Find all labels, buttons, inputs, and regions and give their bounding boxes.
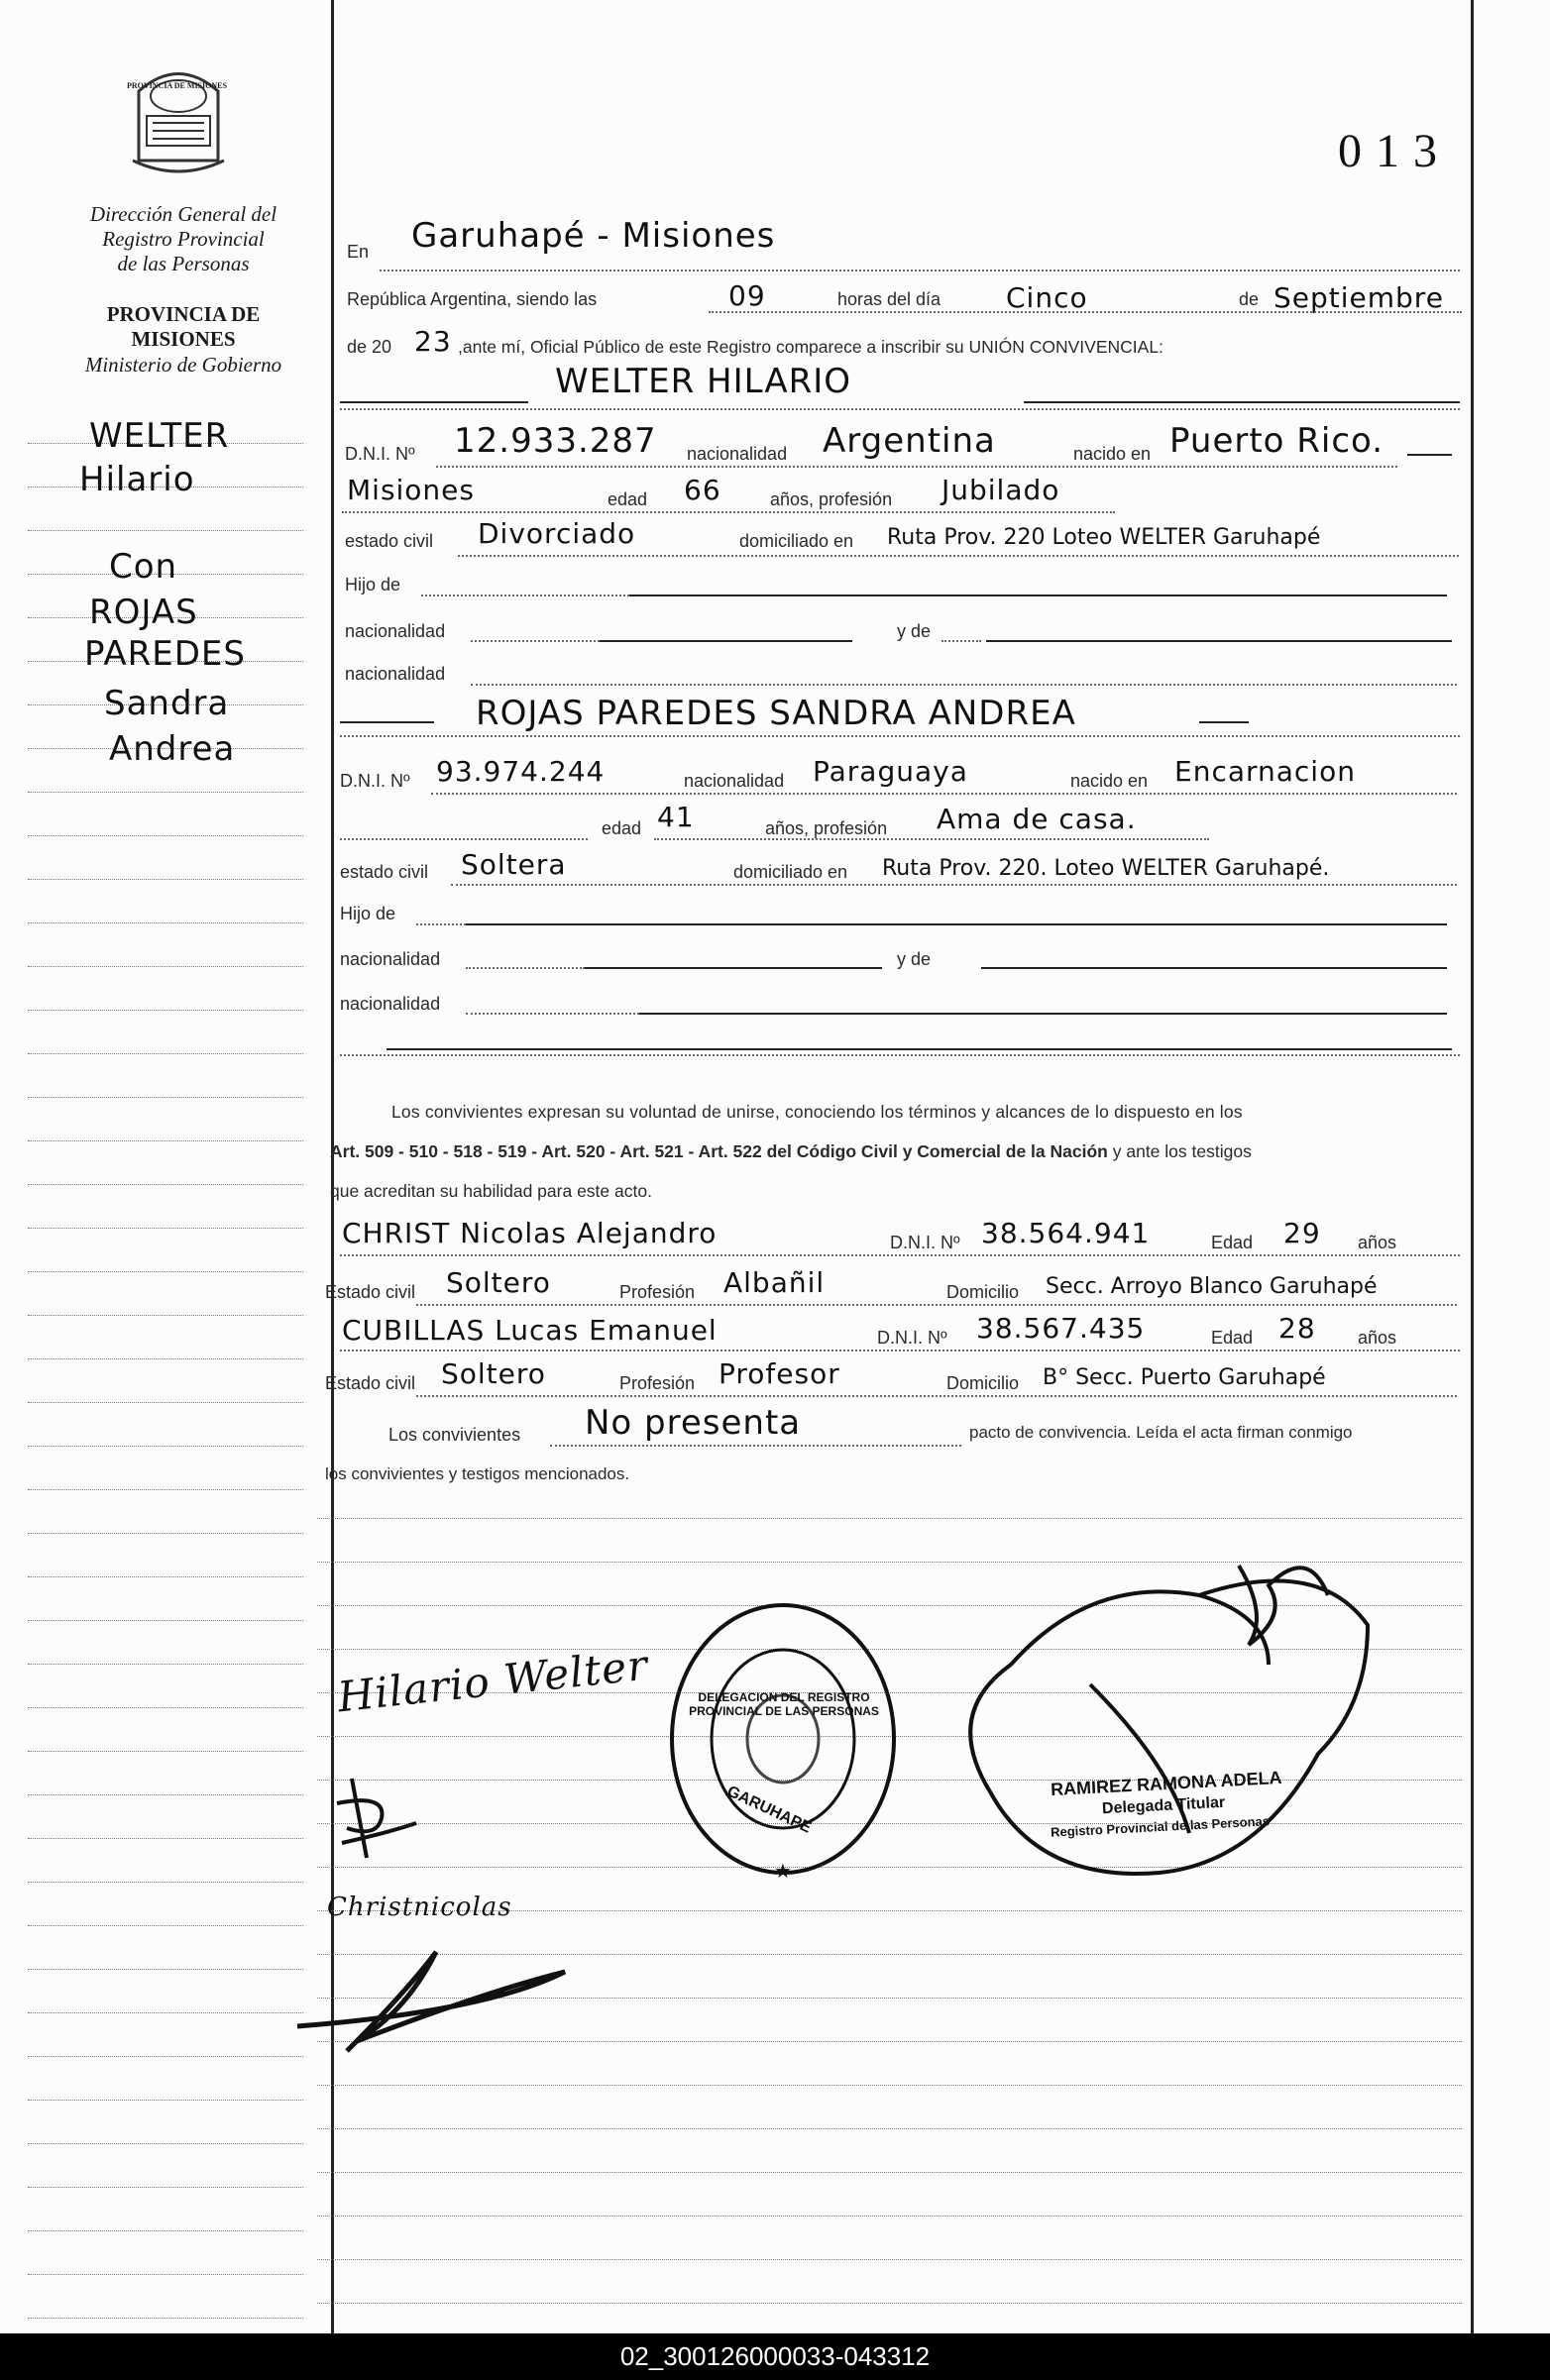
p2-civil-line: [451, 884, 1457, 886]
place-line: [380, 270, 1460, 271]
p1-prof-line: [342, 511, 1115, 513]
p2-prof-line: [654, 838, 1209, 840]
w1-profession: Albañil: [723, 1266, 826, 1299]
p2-nac2-dots: [466, 967, 585, 969]
p1-dom-label: domiciliado en: [739, 531, 854, 551]
p2-born: Encarnacion: [1174, 755, 1356, 788]
p1-name-dots: [340, 408, 1460, 410]
margin-ruled-line: [28, 1576, 303, 1577]
margin-ruled-line: [28, 1446, 303, 1447]
intro-hour: 09: [728, 279, 766, 312]
person1-name: WELTER HILARIO: [555, 362, 852, 401]
p2-name-line-left: [340, 721, 434, 723]
margin-ruled-line: [28, 1097, 303, 1098]
p2-dni: 93.974.244: [436, 755, 606, 788]
margin-note-line-7: Andrea: [109, 729, 236, 769]
margin-ruled-line: [28, 1533, 303, 1534]
body-ruled-line: [317, 2172, 1462, 2173]
margin-ruled-line: [28, 530, 303, 531]
w2-profession: Profesor: [719, 1357, 840, 1390]
legal-line-1: Los convivientes expresan su voluntad de unirse, conociendo los términos y alcances de lo dispuesto en los: [391, 1102, 1243, 1122]
margin-ruled-line: [28, 1228, 303, 1229]
republic-text: República Argentina, siendo las: [347, 289, 598, 309]
de-label: de: [1239, 289, 1260, 309]
p1-domicile: Ruta Prov. 220 Loteo WELTER Garuhapé: [887, 525, 1321, 550]
closing-suffix: pacto de convivencia. Leída el acta firman conmigo: [969, 1423, 1353, 1442]
margin-ruled-line: [28, 1838, 303, 1839]
p2-hijo-line: [466, 923, 1447, 925]
p2-dom-label: domiciliado en: [733, 862, 848, 882]
dept-line-3: de las Personas: [117, 252, 250, 275]
margin-ruled-line: [28, 1184, 303, 1185]
p1-hijo-line: [629, 595, 1447, 596]
w2-domicile: B° Secc. Puerto Garuhapé: [1043, 1365, 1326, 1390]
p2-age: 41: [657, 801, 695, 833]
w2-age: 28: [1278, 1312, 1316, 1345]
intro-line: [709, 311, 1462, 313]
place-value: Garuhapé - Misiones: [411, 216, 776, 256]
margin-ruled-line: [28, 792, 303, 793]
p1-born-dash: [1407, 454, 1452, 456]
w2-anos-label: años: [1358, 1328, 1397, 1348]
margin-ruled-line: [28, 2230, 303, 2231]
w2-civil-label: Estado civil: [325, 1373, 416, 1393]
p1-name-line-left: [340, 401, 528, 403]
document-footer-id: 02_300126000033-043312: [0, 2333, 1550, 2380]
p2-hijo-dots: [416, 923, 466, 925]
p2-profession: Ama de casa.: [937, 803, 1137, 835]
p2-nac-label: nacionalidad: [684, 771, 785, 791]
body-ruled-line: [317, 1518, 1462, 1519]
w1-civil-label: Estado civil: [325, 1282, 416, 1302]
margin-ruled-line: [28, 1751, 303, 1752]
p1-civil-line: [458, 555, 1459, 557]
p2-dni-label: D.N.I. Nº: [340, 771, 410, 791]
official-signature: [941, 1536, 1437, 1932]
p2-end-line: [387, 1048, 1452, 1050]
emblem-text: PROVINCIA DE MISIONES: [127, 81, 227, 90]
w1-dni: 38.564.941: [981, 1217, 1151, 1249]
person2-name: ROJAS PAREDES SANDRA ANDREA: [476, 694, 1076, 733]
p2-nac3-line: [639, 1013, 1447, 1015]
year-prefix: de 20: [347, 337, 392, 357]
svg-text:★: ★: [774, 1861, 792, 1883]
p1-yde-label: y de: [897, 621, 932, 641]
margin-ruled-line: [28, 966, 303, 967]
w2-line-2: [416, 1395, 1457, 1397]
p2-civil: Soltera: [461, 848, 567, 881]
margin-ruled-line: [28, 2274, 303, 2275]
margin-ruled-line: [28, 1794, 303, 1795]
closing-value: No presenta: [585, 1403, 802, 1443]
stamp-round-text: DELEGACION DEL REGISTRO PROVINCIAL DE LAS PERSONAS: [689, 1690, 879, 1718]
p2-nac2-label: nacionalidad: [340, 949, 441, 969]
p1-nac2-dots: [471, 640, 600, 642]
w2-edad-label: Edad: [1211, 1328, 1254, 1348]
p1-nac3-dots: [471, 684, 1457, 686]
p2-civil-label: estado civil: [340, 862, 429, 882]
p2-nac3-label: nacionalidad: [340, 994, 441, 1014]
body-ruled-line: [317, 2085, 1462, 2086]
p2-anos-label: años, profesión: [765, 818, 888, 838]
margin-note-line-5: PAREDES: [84, 634, 246, 674]
legal-line-2-rest: y ante los testigos: [1107, 1141, 1252, 1161]
p1-name-line-right: [1024, 401, 1460, 403]
margin-ruled-line: [28, 2187, 303, 2188]
margin-ruled-line: [28, 922, 303, 923]
legal-articles: Art. 509 - 510 - 518 - 519 - Art. 520 - Art. 521 - Art. 522 del Código Civil y Comercial de la Nación: [330, 1141, 1108, 1161]
body-ruled-line: [317, 2128, 1462, 2129]
p1-yde-dots: [941, 640, 981, 642]
official-name: RAMIREZ RAMONA ADELA: [1050, 1767, 1282, 1800]
w1-domicile: Secc. Arroyo Blanco Garuhapé: [1046, 1274, 1378, 1299]
w2-dni: 38.567.435: [976, 1312, 1146, 1345]
margin-note-line-3: Con: [109, 547, 178, 587]
legal-line-3: que acreditan su habilidad para este acto.: [330, 1181, 652, 1201]
margin-ruled-line: [28, 2143, 303, 2144]
p2-name-dots: [340, 735, 1460, 737]
official-org: Registro Provincial de las Personas: [1050, 1813, 1271, 1840]
p1-born-label: nacido en: [1073, 444, 1152, 464]
p1-dni-line: [436, 466, 1397, 468]
w2-name: CUBILLAS Lucas Emanuel: [342, 1314, 718, 1347]
stamp-place: GARUHAPE: [723, 1783, 815, 1837]
w1-name: CHRIST Nicolas Alejandro: [342, 1217, 718, 1249]
signature-3: Christnicolas: [327, 1893, 512, 1922]
right-page-border: [1471, 0, 1474, 2333]
p2-edad-dots: [340, 838, 588, 840]
margin-ruled-line: [28, 1053, 303, 1054]
p2-yde-label: y de: [897, 949, 932, 969]
p1-nac3-label: nacionalidad: [345, 664, 446, 684]
page-number: 013: [1338, 125, 1451, 177]
p2-dni-line: [431, 793, 1457, 795]
margin-ruled-line: [28, 1620, 303, 1621]
place-label: En: [347, 242, 370, 262]
p2-born-label: nacido en: [1070, 771, 1149, 791]
signature-2: [327, 1764, 446, 1873]
p2-end-dots: [340, 1054, 1460, 1056]
w1-line: [340, 1254, 1460, 1256]
margin-ruled-line: [28, 835, 303, 836]
signature-1: Hilario Welter: [335, 1640, 651, 1722]
w2-dom-label: Domicilio: [946, 1373, 1020, 1393]
w1-line-2: [416, 1304, 1457, 1306]
w2-prof-label: Profesión: [619, 1373, 696, 1393]
w2-dni-label: D.N.I. Nº: [877, 1328, 947, 1348]
p1-dni: 12.933.287: [454, 421, 657, 461]
intro-month: Septiembre: [1273, 281, 1444, 314]
p1-dni-label: D.N.I. Nº: [345, 444, 415, 464]
closing-line: [550, 1445, 961, 1447]
margin-ruled-line: [28, 1664, 303, 1665]
margin-ruled-line: [28, 1140, 303, 1141]
w1-anos-label: años: [1358, 1233, 1397, 1252]
p2-name-line-right: [1199, 721, 1249, 723]
margin-ruled-line: [28, 2318, 303, 2319]
p1-hijo-dots: [421, 595, 629, 596]
closing-prefix: Los convivientes: [388, 1425, 521, 1445]
margin-note-line-2: Hilario: [79, 460, 195, 499]
margin-ruled-line: [28, 1882, 303, 1883]
w1-age: 29: [1283, 1217, 1321, 1249]
margin-ruled-line: [28, 1358, 303, 1359]
margin-ruled-line: [28, 1271, 303, 1272]
p2-yde-line: [981, 967, 1447, 969]
w1-civil: Soltero: [446, 1266, 551, 1299]
province-line-1: PROVINCIA DE: [106, 302, 261, 326]
body-ruled-line: [317, 2216, 1462, 2217]
margin-note-line-4: ROJAS: [89, 593, 198, 632]
intro-day: Cinco: [1006, 281, 1088, 314]
p1-nationality: Argentina: [823, 421, 996, 461]
dept-line-1: Dirección General del: [89, 202, 277, 226]
margin-ruled-line: [28, 2056, 303, 2057]
p2-hijo-label: Hijo de: [340, 904, 396, 923]
p1-profession: Jubilado: [941, 474, 1060, 506]
w1-dom-label: Domicilio: [946, 1282, 1020, 1302]
w1-dni-label: D.N.I. Nº: [890, 1233, 960, 1252]
margin-ruled-line: [28, 2100, 303, 2101]
year-suffix: 23: [414, 325, 452, 358]
margin-ruled-line: [28, 1969, 303, 1970]
hours-label: horas del día: [837, 289, 941, 309]
closing-line-2: los convivientes y testigos mencionados.: [325, 1464, 630, 1483]
p1-born: Puerto Rico.: [1169, 421, 1384, 461]
p2-nac3-dots: [466, 1013, 639, 1015]
margin-ruled-line: [28, 879, 303, 880]
margin-ruled-line: [28, 2012, 303, 2013]
margin-ruled-line: [28, 1315, 303, 1316]
p1-nac2-label: nacionalidad: [345, 621, 446, 641]
ante-mi-text: ,ante mí, Oficial Público de este Registro comparece a inscribir su UNIÓN CONVIVENCIAL:: [458, 337, 1163, 357]
margin-ruled-line: [28, 1707, 303, 1708]
p1-civil: Divorciado: [478, 517, 636, 550]
official-title: Delegada Titular: [1101, 1793, 1226, 1818]
province-emblem: [119, 61, 238, 180]
body-ruled-line: [317, 2259, 1462, 2260]
margin-ruled-line: [28, 1010, 303, 1011]
w1-edad-label: Edad: [1211, 1233, 1254, 1252]
margin-ruled-line: [28, 1925, 303, 1926]
p1-civil-label: estado civil: [345, 531, 434, 551]
p1-anos-label: años, profesión: [770, 489, 893, 509]
registry-round-stamp: [659, 1595, 907, 1883]
p1-hijo-label: Hijo de: [345, 575, 401, 595]
legal-line-2: [330, 1141, 1252, 1162]
w2-civil: Soltero: [441, 1357, 546, 1390]
dept-line-2: Registro Provincial: [102, 227, 265, 251]
p1-age: 66: [684, 474, 721, 506]
signature-4: [287, 1932, 605, 2081]
body-ruled-line: [317, 2303, 1462, 2304]
p1-nac2-line: [600, 640, 852, 642]
w2-line: [340, 1350, 1460, 1352]
p1-edad-label: edad: [608, 489, 648, 509]
p2-nac2-line: [585, 967, 882, 969]
margin-note-line-6: Sandra: [104, 684, 230, 723]
margin-note-line-1: WELTER: [89, 416, 230, 456]
p1-nac-label: nacionalidad: [687, 444, 788, 464]
province-line-2: MISIONES: [131, 327, 236, 351]
p2-edad-label: edad: [602, 818, 642, 838]
margin-ruled-line: [28, 1489, 303, 1490]
margin-ruled-line: [28, 1402, 303, 1403]
p2-domicile: Ruta Prov. 220. Loteo WELTER Garuhapé.: [882, 856, 1330, 881]
p2-nationality: Paraguaya: [813, 755, 968, 788]
w1-prof-label: Profesión: [619, 1282, 696, 1302]
p1-born-2: Misiones: [347, 474, 475, 506]
ministry-line: Ministerio de Gobierno: [84, 353, 282, 377]
p1-yde-line: [986, 640, 1452, 642]
